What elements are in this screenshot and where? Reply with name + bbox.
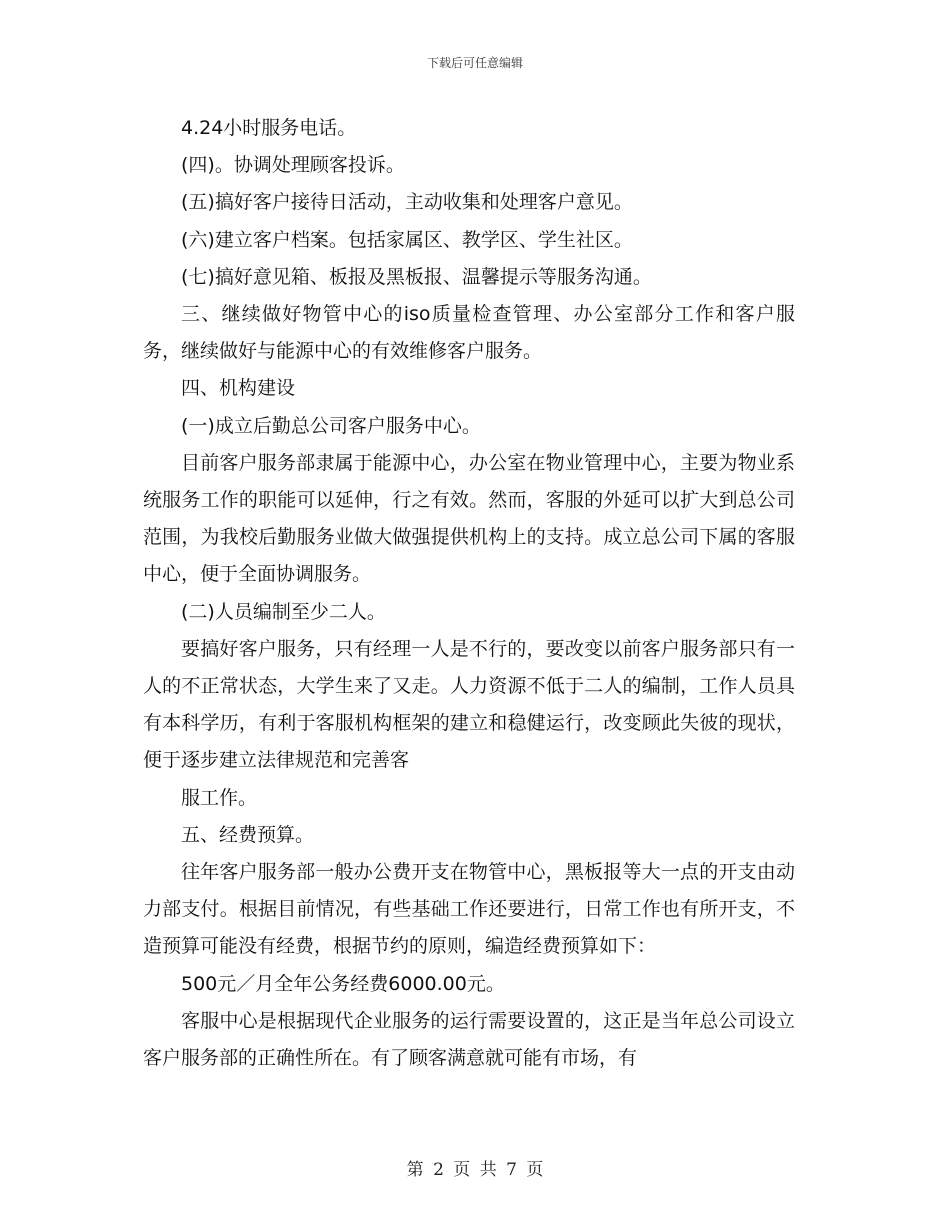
page-number: 第 2 页 共 7 页 [406,1160,544,1180]
subsection-heading: (二)人员编制至少二人。 [181,600,386,623]
paragraph: (七)搞好意见箱、板报及黑板报、温馨提示等服务沟通。 [181,265,652,288]
page-header: 下载后可任意编辑 [426,56,523,70]
subsection-heading: (一)成立后勤总公司客户服务中心。 [181,414,481,437]
paragraph: 客服中心是根据现代企业服务的运行需要设置的，这正是当年总公司设立客户服务部的正确性所在。有了顾客满意就可能有市场，有 [143,1009,795,1070]
paragraph: 往年客户服务部一般办公费开支在物管中心，黑板报等大一点的开支由动力部支付。根据目前情况，有些基础工作还要进行，日常工作也有所开支，不造预算可能没有经费，根据节约的原则，编造经费预算如下： [143,861,795,958]
paragraph: 500元／月全年公务经费6000.00元。 [181,972,505,995]
section-heading: 五、经费预算。 [181,823,315,846]
paragraph: 三、继续做好物管中心的iso质量检查管理、办公室部分工作和客户服务，继续做好与能源中心的有效维修客户服务。 [143,303,795,363]
paragraph: 要搞好客户服务，只有经理一人是不行的，要改变以前客户服务部只有一人的不正常状态，大学生来了又走。人力资源不低于二人的编制，工作人员具有本科学历，有利于客服机构框架的建立和稳健运行，改变顾此失彼的现状，便于逐步建立法律规范和完善客 [143,637,795,772]
paragraph: 4.24小时服务电话。 [181,117,357,139]
paragraph: 目前客户服务部隶属于能源中心，办公室在物业管理中心，主要为物业系统服务工作的职能可以延伸，行之有效。然而，客服的外延可以扩大到总公司范围，为我校后勤服务业做大做强提供机构上的支持。成立总公司下属的客服中心，便于全面协调服务。 [143,451,795,586]
paragraph: (四)。协调处理顾客投诉。 [181,154,405,177]
paragraph: (六)建立客户档案。包括家属区、教学区、学生社区。 [181,228,633,251]
section-heading: 四、机构建设 [181,377,296,400]
paragraph: (五)搞好客户接待日活动，主动收集和处理客户意见。 [181,191,633,214]
document-body [143,110,795,1077]
paragraph: 服工作。 [181,786,258,809]
